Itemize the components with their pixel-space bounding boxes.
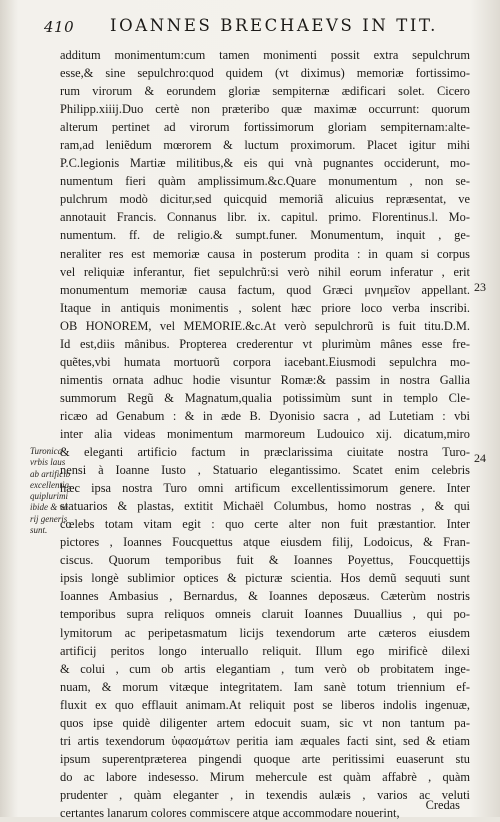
text-line: Itaque in antiquis monimentis , solent hæc priore loco verba inscribi. [60, 300, 470, 315]
text-line: Ioannes Ambasius , Bernardus, & Ioannes deposæus. Cæterùm nostris [60, 589, 470, 604]
text-line: neraliter res est memoriæ causa in posterum prodita : in quam si corpus [60, 246, 470, 261]
text-line: & colui , cum ob artis elegantiam , tum verò ob probitatem inge- [60, 661, 470, 676]
side-note-line: rij generis [30, 513, 68, 524]
body-text [60, 46, 470, 822]
text-line: inter alia videas monimentum marmoreum Ludouico xij. dicatum,miro [60, 426, 470, 441]
text-line: pulchrum modò dicitur,sed quicquid memoriã alicuius repræsentat, ve [60, 192, 470, 207]
text-line: & eleganti artificio factum in præclarissima ciuitate nostra Turo- [60, 445, 470, 460]
text-line: annotauit Francis. Connanus libr. ix. capitul. primo. Florentinus.l. Mo- [60, 210, 470, 225]
text-line: statuarios & plastas, extitit Michaël Columbus, homo nostras , & qui [60, 499, 470, 514]
text-line: nensi à Ioanne Iusto , Statuario elegantissimo. Scatet enim celebris [60, 463, 470, 478]
text-line: artificij peritos longo interuallo reliquit. Illum ego mirificè dilexi [60, 643, 470, 658]
text-line: vel reliquiæ inferantur, fiet sepulchrũ:si verò nihil eorum inferatur , erit [60, 264, 470, 279]
text-line: tri artis texendorum ὑφασμάτων peritia iam æquales facti sint, sed & etiam [60, 733, 470, 748]
text-line: numentum fieri quàm amplissimum.&c.Quare monumentum , non se- [60, 174, 470, 189]
text-line: OB HONOREM, vel MEMORIE.&c.At verò sepulchrorũ is fuit titu.D.M. [60, 318, 470, 333]
side-note-line: quiplurimi [30, 491, 69, 502]
text-line: rum virorum & eorundem gloriæ sempiternæ ædificari solet. Cicero [60, 84, 470, 99]
text-line: prudenter , quàm eleganter , in texendis aulæis , varios ac veluti [60, 787, 470, 802]
text-line: lymitorum ac peripetasmatum licijs texendorum arte cæteros eiusdem [60, 625, 470, 640]
text-line: quos ipse quidè diligenter artem edocuit suam, sic vt non tantum pa- [60, 715, 470, 730]
text-line: temporibus supra reliquos omneis claruit Ioannes Duuallius , qui po- [60, 607, 470, 622]
text-line: quẽtes,vbi humata mortuorũ corpora iacebant.Eiusmodi sepulchra mo- [60, 354, 470, 369]
margin-number-23: 23 [474, 280, 486, 294]
text-line: alterum pertinet ad virorum fortissimorum gloriam sempiternam:alte- [60, 120, 470, 135]
text-line: pictores , Ioannes Foucquettus atque eiusdem filij, Lodoicus, & Fran- [60, 535, 470, 550]
side-note-line: Turonica [30, 446, 63, 456]
text-line: do ac labore indesesso. Mirum mehercule est quàm affabrè , quàm [60, 769, 470, 784]
side-note-line: ibide & va [30, 502, 68, 513]
text-line: nuam, & morum vitæque integritatem. Iam sanè totum triennium ef- [60, 679, 470, 694]
text-line: cœlebs totam vitam egit : quo certe alter non fuit præstantior. Inter [60, 517, 470, 532]
text-line: ricæo ad Genabum : & in æde B. Dyonisio sacra , ad Lutetiam : vbi [60, 408, 470, 423]
text-line: ciscus. Quorum temporibus fuit & Ioannes Poyettus, Foucquettijs [60, 553, 470, 568]
side-note-line: excellentia, [30, 479, 72, 490]
text-line: ram,ad leniẽdum mœrorem & luctum proximorum. Placet igitur mihi [60, 138, 470, 153]
text-line: monumentum memoriæ causa factum, quod Græci μνημεῖον appellant. [60, 282, 470, 297]
running-title: IOANNES BRECHAEVS IN TIT. [110, 16, 439, 35]
text-line: summorum Regũ & Magnatum,qualia potissimùm sunt in templo Cle- [60, 390, 470, 405]
text-line: numentum. ff. de religio.& sumpt.funer. Monumentum, inquit , ge- [60, 228, 470, 243]
text-line: Id est,diis mânibus. Propterea crederentur vt plurimùm mânes esse fre- [60, 336, 470, 351]
text-line: Philipp.xiiij.Duo certè non præteribo quæ maximæ occurrunt: quorum [60, 102, 470, 117]
text-line: fluxit ex quo efflauit animam.At reliquit post se liberos indolis ingenuæ, [60, 697, 470, 712]
text-line: certantes lanarum colores commiscere atque accommodare nouerint, [60, 805, 400, 820]
side-note [30, 446, 72, 536]
catchword: Credas [425, 798, 460, 812]
page-number: 410 [44, 18, 75, 36]
text-line: nimentis ornata adhuc hodie visuntur Romæ:& passim in nostra Gallia [60, 372, 470, 387]
text-line: ipsum superentpræterea pingendi quoque arte peritissimi euaserunt stu [60, 751, 470, 766]
side-note-line: sunt. [30, 525, 48, 536]
text-line: additum monimentum:cum tamen monimenti possit extra sepulchrum [60, 48, 470, 62]
text-line: esse,& sine sepulchro:quod quidem (vt diximus) memoriæ fortissimo- [60, 66, 470, 81]
text-line: P.C.legionis Martiæ militibus,& eis qui vnà pugnantes occiderunt, mo- [60, 156, 470, 171]
text-line: ipsis longè sublimior optices & picturæ scientia. Hos demũ sequuti sunt [60, 571, 470, 586]
margin-number-24: 24 [474, 451, 486, 465]
side-note-line: vrbis laus [30, 457, 66, 468]
side-note-line: ab artificib [30, 468, 71, 479]
text-line: hæc ipsa nostra Turo omni artificum excellentissimorum genere. Inter [60, 481, 470, 496]
